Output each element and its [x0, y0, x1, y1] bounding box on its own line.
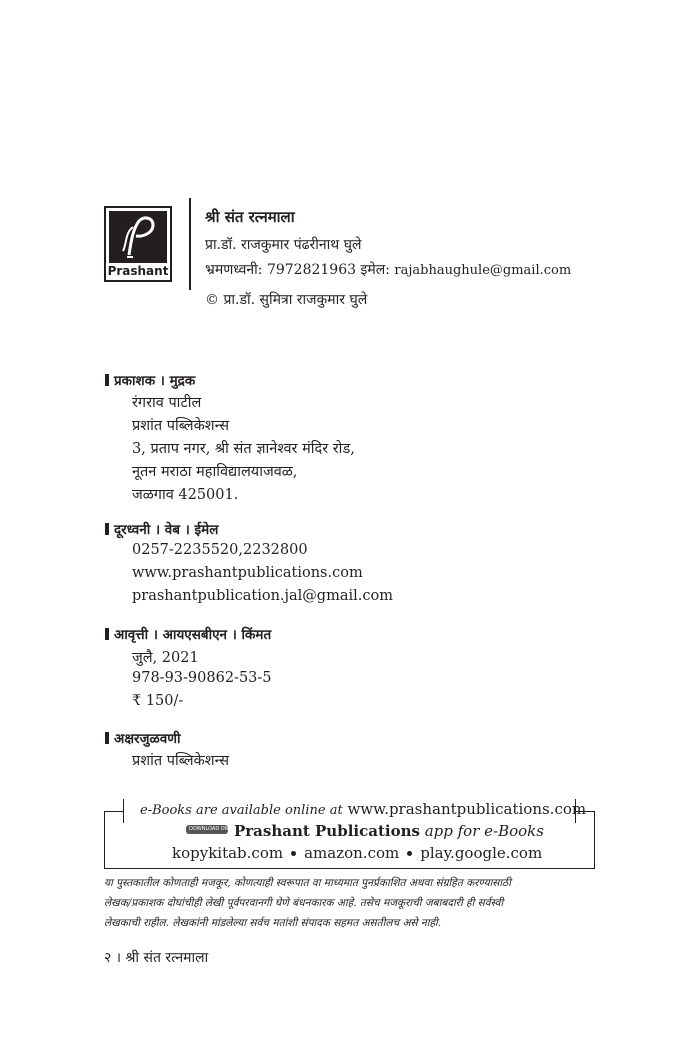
- author-email: rajabhaughule@gmail.com: [394, 263, 572, 278]
- ebooks-availability: [140, 800, 586, 818]
- contact-website: www.prashantpublications.com: [132, 565, 363, 581]
- contact-email: prashantpublication.jal@gmail.com: [132, 588, 393, 604]
- publisher-heading: प्रकाशक । मुद्रक: [105, 371, 195, 389]
- ebooks-app: [186, 822, 544, 840]
- publisher-line: 3, प्रताप नगर, श्री संत ज्ञानेश्वर मंदिर रोड,: [132, 441, 355, 457]
- page-number: २: [104, 950, 112, 966]
- store-amazon: amazon.com: [304, 844, 400, 862]
- edition-heading: आवृत्ती । आयएसबीएन । किंमत: [105, 625, 271, 643]
- book-author: प्रा.डॉ. राजकुमार पंढरीनाथ घुले: [205, 237, 362, 253]
- disclaimer-line: लेखक/प्रकाशक दोघांचीही लेखी पूर्वपरवानगी घेणे बंधनकारक आहे. तसेच मजकूराची जबाबदारी ही सर्वस्वी: [104, 897, 504, 909]
- copyright: © प्रा.डॉ. सुमित्रा राजकुमार घुले: [205, 292, 368, 308]
- prashant-p-logo-icon: [109, 211, 167, 263]
- edition-date: जुलै, 2021: [132, 650, 199, 666]
- publisher-line: नूतन मराठा महाविद्यालयाजवळ,: [132, 464, 298, 480]
- store-google-play: play.google.com: [420, 844, 543, 862]
- email-label: इमेल:: [360, 262, 390, 278]
- app-name: Prashant Publications: [234, 822, 420, 840]
- book-title: श्री संत रत्नमाला: [205, 208, 295, 226]
- phone-number: 7972821963: [266, 262, 357, 278]
- page-footer: [104, 948, 208, 967]
- contact-heading: दूरध्वनी । वेब । ईमेल: [105, 520, 218, 538]
- publisher-logo: [104, 206, 172, 282]
- ebook-stores: [172, 844, 542, 862]
- footer-separator: ।: [115, 950, 122, 966]
- footer-title: श्री संत रत्नमाला: [125, 950, 209, 966]
- ebooks-url: www.prashantpublications.com: [347, 800, 587, 818]
- publisher-line: प्रशांत पब्लिकेशन्स: [132, 418, 230, 434]
- typesetting-line: प्रशांत पब्लिकेशन्स: [132, 753, 230, 769]
- ebooks-available-text: e-Books are available online at: [140, 803, 343, 818]
- download-badge-icon: DOWNLOAD ON: [186, 825, 228, 834]
- disclaimer-line: लेखकाची राहील. लेखकांनी मांडलेल्या सर्वच मतांशी संपादक सहमत असतीलच असे नाही.: [104, 917, 442, 929]
- price: ₹ 150/-: [132, 693, 184, 709]
- bullet-icon: [291, 851, 296, 856]
- author-contact: [205, 260, 571, 279]
- app-suffix: app for e-Books: [424, 822, 544, 840]
- divider: [189, 198, 191, 290]
- contact-phone: 0257-2235520,2232800: [132, 542, 308, 558]
- typesetting-heading: अक्षरजुळवणी: [105, 729, 181, 747]
- publisher-line: रंगराव पाटील: [132, 395, 202, 411]
- bullet-icon: [407, 851, 412, 856]
- isbn: 978-93-90862-53-5: [132, 670, 272, 686]
- store-kopykitab: kopykitab.com: [172, 844, 284, 862]
- logo-name: Prashant: [107, 264, 169, 278]
- disclaimer-line: या पुस्तकातील कोणताही मजकूर, कोणत्याही स्वरूपात वा माध्यमात पुनर्प्रकाशित अथवा संग्रहित करण्यासाठी: [104, 877, 511, 889]
- publisher-line: जळगाव 425001.: [132, 487, 239, 503]
- phone-label: भ्रमणध्वनी:: [205, 262, 263, 278]
